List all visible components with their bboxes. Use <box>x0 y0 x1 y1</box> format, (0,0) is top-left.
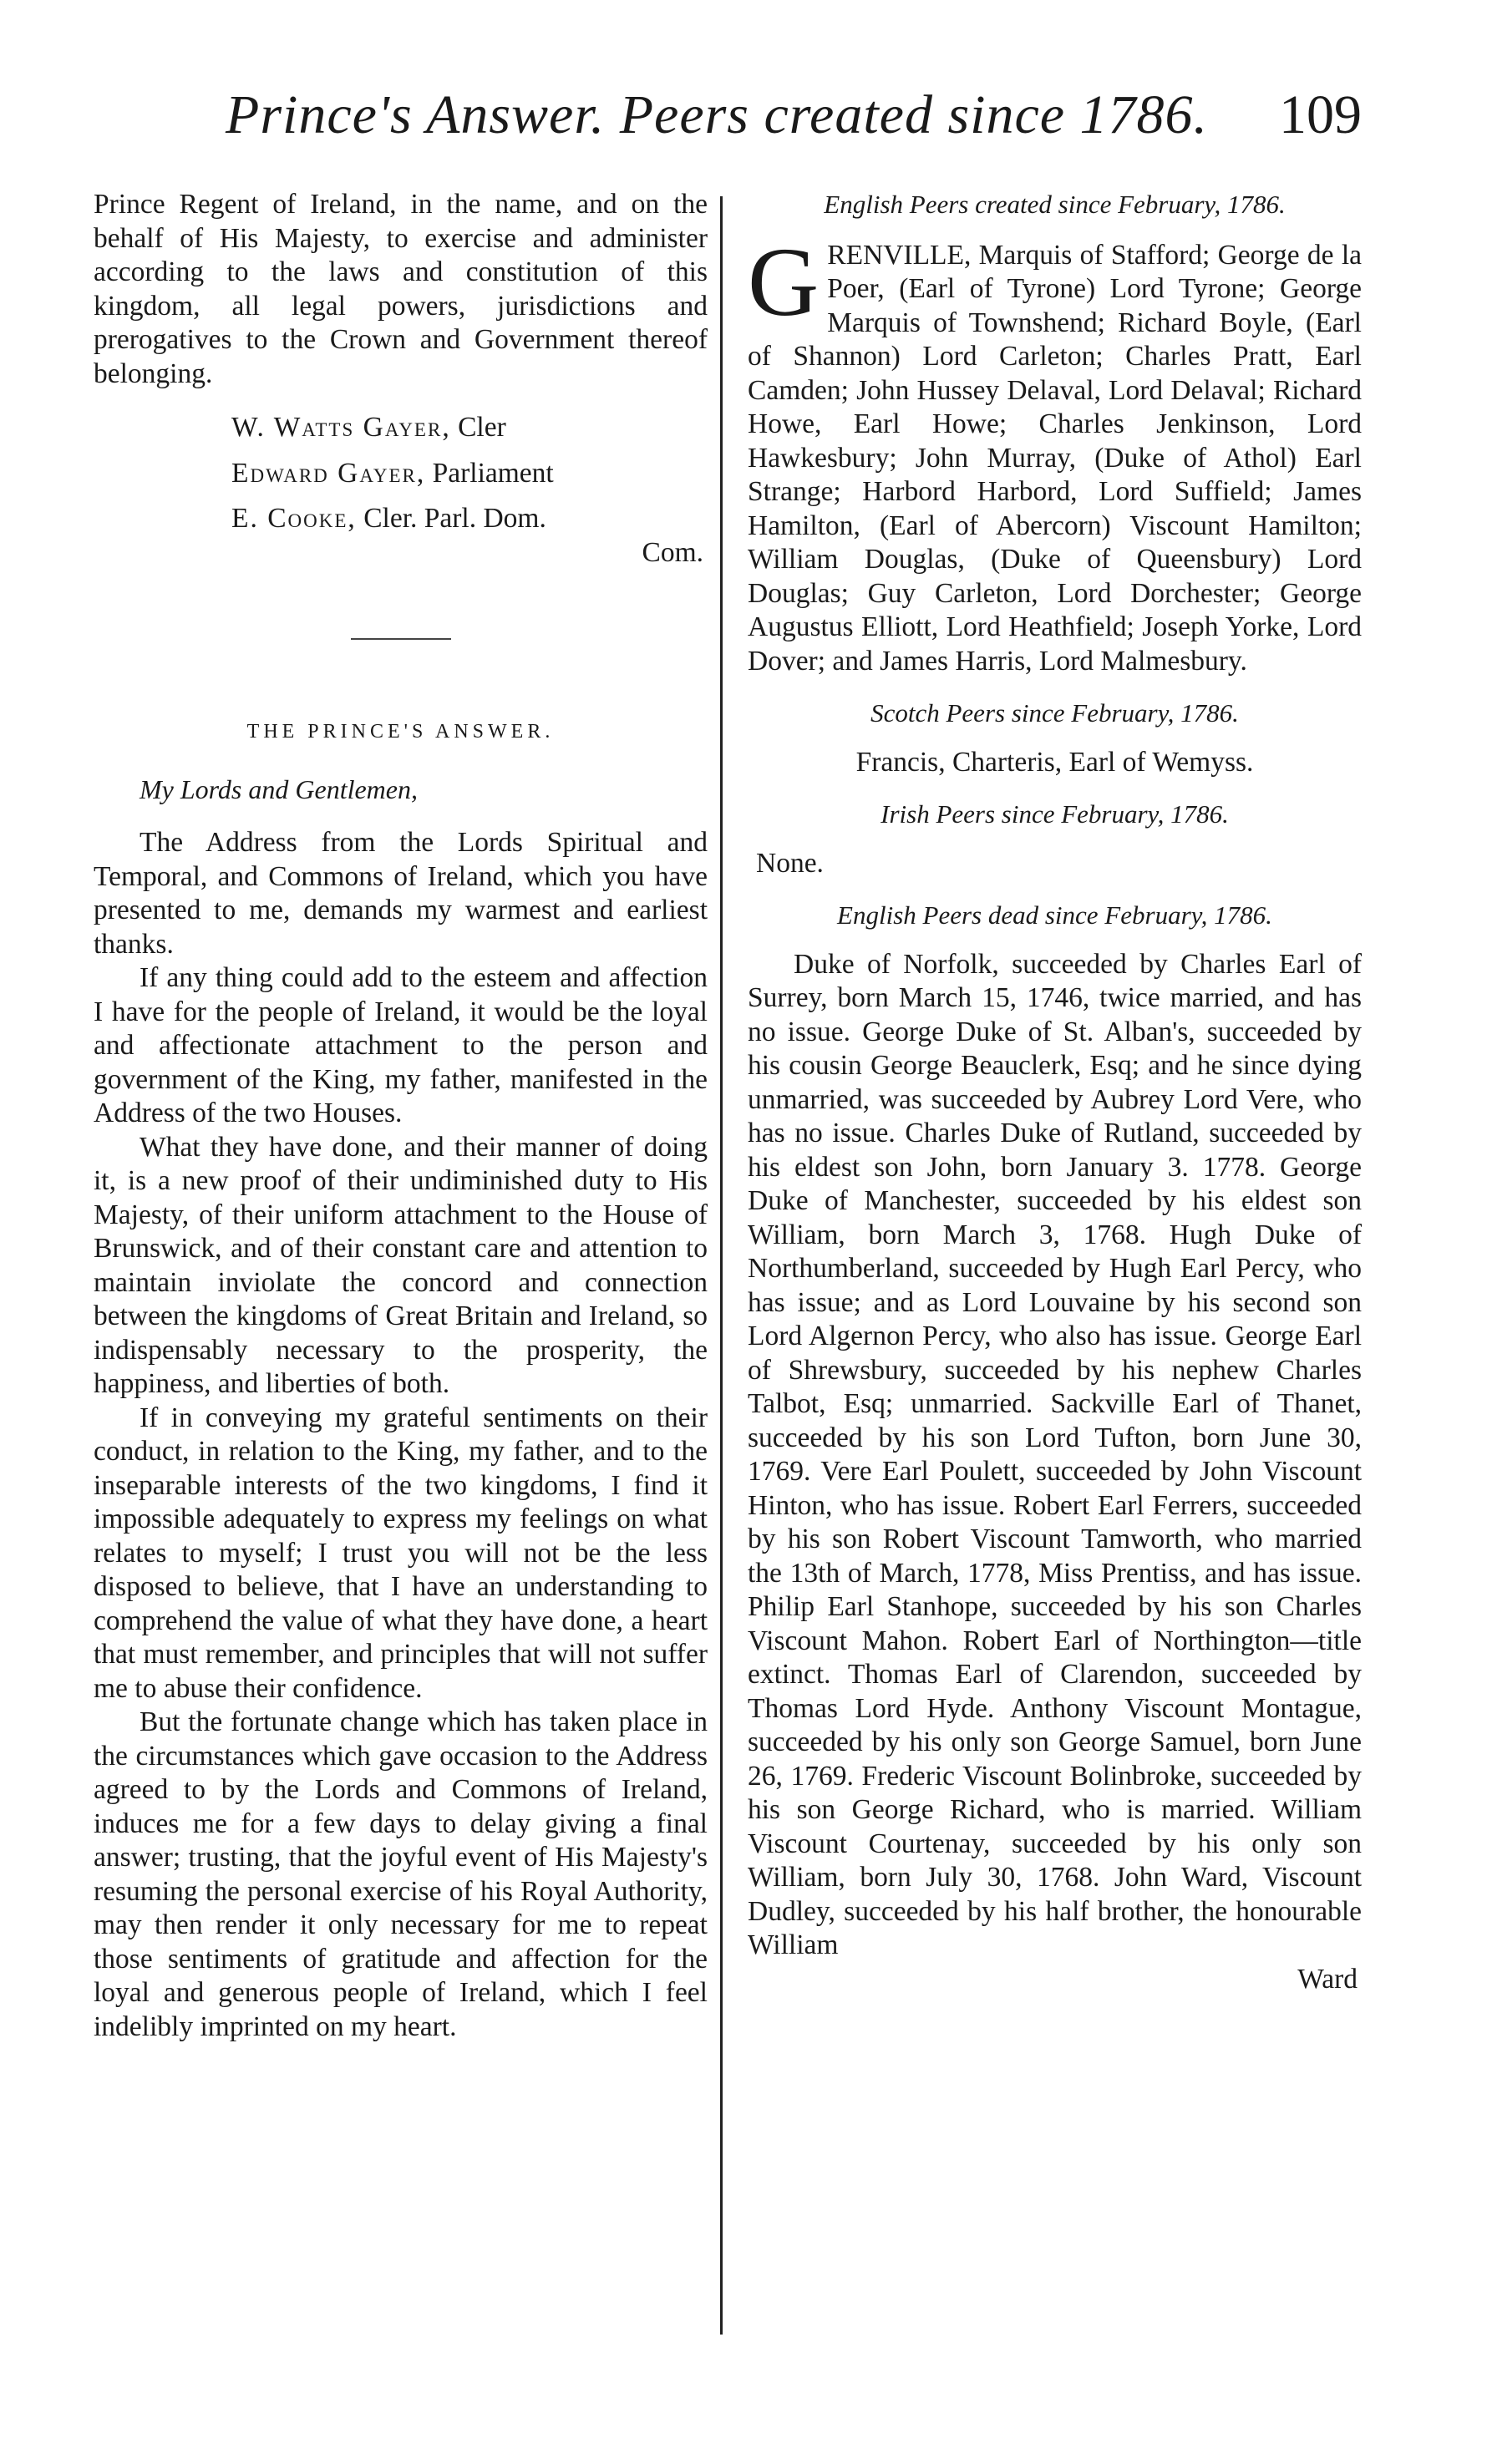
signatory-title: Cler. Parl. Dom. <box>363 503 546 534</box>
signatory-name: W. Watts Gayer, <box>231 412 451 443</box>
irish-peers-heading: Irish Peers since February, 1786. <box>881 799 1229 829</box>
signature-gayer-watts <box>94 411 708 445</box>
signature-cooke <box>94 502 708 536</box>
signatory-title: Cler <box>458 412 506 443</box>
answer-paragraph: If in conveying my grateful sentiments on their conduct, in relation to the King, my father, and to the inseparable interests of the two kingdoms, I find it impossible adequately to express my feelings on what relates to myself; I trust you will not be the less disposed to believe, that I have an understanding to comprehend the value of what they have done, a heart that must remember, and principles that will not suffer me to abuse their confidence. <box>94 1402 708 1704</box>
left-column <box>94 188 708 2044</box>
signature-continuation: Com. <box>642 536 703 568</box>
english-peers-list <box>748 226 1362 679</box>
answer-paragraph: If any thing could add to the esteem and affection I have for the people of Ireland, it would be the loyal and affectionate attachment to the person and government of the King, my father, manifested in the Address of the two Houses. <box>94 962 708 1128</box>
dead-peers-list: Duke of Norfolk, succeeded by Charles Earl of Surrey, born March 15, 1746, twice married, and has no issue. George Duke of St. Alban's, succeeded by his cousin George Beauclerk, Esq; and he since dying unmarried, was succeeded by Aubrey Lord Vere, who has no issue. Charles Duke of Rutland, succeeded by his eldest son John, born January 3. 1778. George Duke of Manchester, succeeded by his eldest son William, born March 3, 1768. Hugh Duke of Northumberland, succeeded by Hugh Earl Percy, who has issue; and as Lord Louvaine by his second son Lord Algernon Percy, who also has issue. George Earl of Shrewsbury, succeeded by his nephew Charles Talbot, Esq; unmarried. Sackville Earl of Thanet, succeeded by his son Lord Tufton, born June 30, 1769. Vere Earl Poulett, succeeded by John Viscount Hinton, who has issue. Robert Earl Ferrers, succeeded by his son Robert Viscount Tamworth, who married the 13th of March, 1778, Miss Prentiss, and has issue. Philip Earl Stanhope, succeeded by his son Charles Viscount Mahon. Robert Earl of Northington—title extinct. Thomas Earl of Clarendon, succeeded by Thomas Lord Hyde. Anthony Viscount Montague, succeeded by his only son George Samuel, born June 26, 1769. Frederic Viscount Bolinbroke, succeeded by his son George Richard, who is married. William Viscount Courtenay, succeeded by his only son William, born July 30, 1768. John Ward, Viscount Dudley, succeeded by his half brother, the honourable William <box>748 948 1362 1960</box>
signatory-title: Parliament <box>432 457 554 489</box>
answer-paragraph: The Address from the Lords Spiritual and Temporal, and Commons of Ireland, which you have presented to me, demands my warmest and earliest thanks. <box>94 827 708 960</box>
answer-paragraph: What they have done, and their manner of doing it, is a new proof of their undiminished duty to His Majesty, of their uniform attachment to the House of Brunswick, and of their constant care and attention to maintain inviolate the concord and connection between the kingdoms of Great Britain and Ireland, so indispensably necessary to the prosperity, the happiness, and liberties of both. <box>94 1131 708 1399</box>
catchword: Ward <box>1297 1963 1358 1995</box>
section-title: THE PRINCE'S ANSWER. <box>246 721 555 743</box>
page-number: 109 <box>1279 84 1362 145</box>
english-peers-heading: English Peers created since February, 1786. <box>824 190 1286 219</box>
signatory-name: Edward Gayer, <box>231 457 426 489</box>
signature-gayer-edward <box>94 457 708 491</box>
salutation: My Lords and Gentlemen, <box>140 773 418 804</box>
signatory-name: E. Cooke, <box>231 503 357 534</box>
drop-cap: G <box>748 226 820 337</box>
running-title: Prince's Answer. Peers created since 1786. <box>226 84 1209 145</box>
irish-peers-list: None. <box>756 847 824 879</box>
english-peers-text: RENVILLE, Marquis of Stafford; George de la Poer, (Earl of Tyrone) Lord Tyrone; George Marquis of Townshend; Richard Boyle, (Earl of Shannon) Lord Carleton; Charles Pratt, Earl Camden; John Hussey Delaval, Lord Delaval; Richard Howe, Earl Howe; Charles Jenkinson, Lord Hawkesbury; John Murray, (Duke of Athol) Earl Strange; Harbord Harbord, Lord Suffield; James Hamilton, (Earl of Abercorn) Viscount Hamilton; William Douglas, (Duke of Queensbury) Lord Douglas; Guy Carleton, Lord Dorchester; George Augustus Elliott, Lord Heathfield; Joseph Yorke, Lord Dover; and James Harris, Lord Malmesbury. <box>748 239 1362 677</box>
dead-peers-heading: English Peers dead since February, 1786. <box>837 900 1272 930</box>
section-rule <box>351 638 451 640</box>
scotch-peers-heading: Scotch Peers since February, 1786. <box>870 698 1239 728</box>
right-column <box>748 188 1362 1996</box>
page-header <box>226 84 1362 175</box>
column-divider <box>720 196 723 2335</box>
scotch-peers-list: Francis, Charteris, Earl of Wemyss. <box>855 746 1254 778</box>
address-continuation: Prince Regent of Ireland, in the name, and on the behalf of His Majesty, to exercise and administer according to the laws and constitution of this kingdom, all legal powers, jurisdictions and prerogatives to the Crown and Government thereof belonging. <box>94 189 708 389</box>
answer-paragraph: But the fortunate change which has taken place in the circumstances which gave occasion to the Address agreed to by the Lords and Commons of Ireland, induces me for a few days to delay giving a final answer; trusting, that the joyful event of His Majesty's resuming the personal exercise of his Royal Authority, may then render it only necessary for me to repeat those sentiments of gratitude and affection for the loyal and generous people of Ireland, which I feel indelibly imprinted on my heart. <box>94 1706 708 2042</box>
